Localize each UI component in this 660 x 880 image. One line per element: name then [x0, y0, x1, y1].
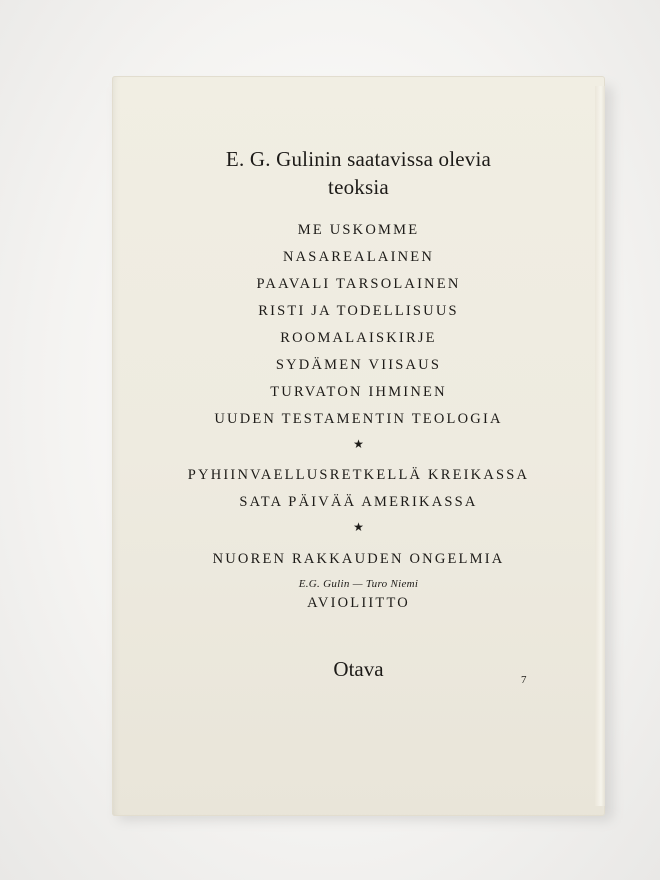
title-pyhiinvaellusretkella-kreikassa: PYHIINVAELLUSRETKELLÄ KREIKASSA [187, 467, 530, 483]
separator-star-icon: ★ [353, 520, 364, 534]
book-back-cover [112, 76, 605, 816]
coauthors-line: E.G. Gulin — Turo Niemi [298, 578, 419, 590]
heading-line-1: E. G. Gulinin saatavissa olevia [225, 147, 492, 171]
title-nuoren-rakkauden-ongelmia: NUOREN RAKKAUDEN ONGELMIA [212, 551, 505, 567]
title-paavali-tarsolainen: PAAVALI TARSOLAINEN [256, 276, 461, 292]
heading-line-2: teoksia [328, 175, 389, 199]
page-mark: 7 [521, 674, 527, 686]
title-risti-ja-todellisuus: RISTI JA TODELLISUUS [258, 303, 459, 319]
title-avioliitto: AVIOLIITTO [307, 595, 410, 611]
separator-star-icon: ★ [353, 437, 364, 451]
title-me-uskomme: ME USKOMME [297, 222, 420, 238]
title-uuden-testamentin-teologia: UUDEN TESTAMENTIN TEOLOGIA [214, 411, 503, 427]
cover-content [112, 76, 605, 816]
publisher-name: Otava [333, 657, 384, 681]
title-turvaton-ihminen: TURVATON IHMINEN [270, 384, 447, 400]
title-nasarealainen: NASAREALAINEN [282, 249, 435, 265]
title-sata-paivaa-amerikassa: SATA PÄIVÄÄ AMERIKASSA [239, 494, 478, 510]
title-sydamen-viisaus: SYDÄMEN VIISAUS [275, 357, 442, 373]
title-roomalaiskirje: ROOMALAISKIRJE [280, 330, 437, 346]
